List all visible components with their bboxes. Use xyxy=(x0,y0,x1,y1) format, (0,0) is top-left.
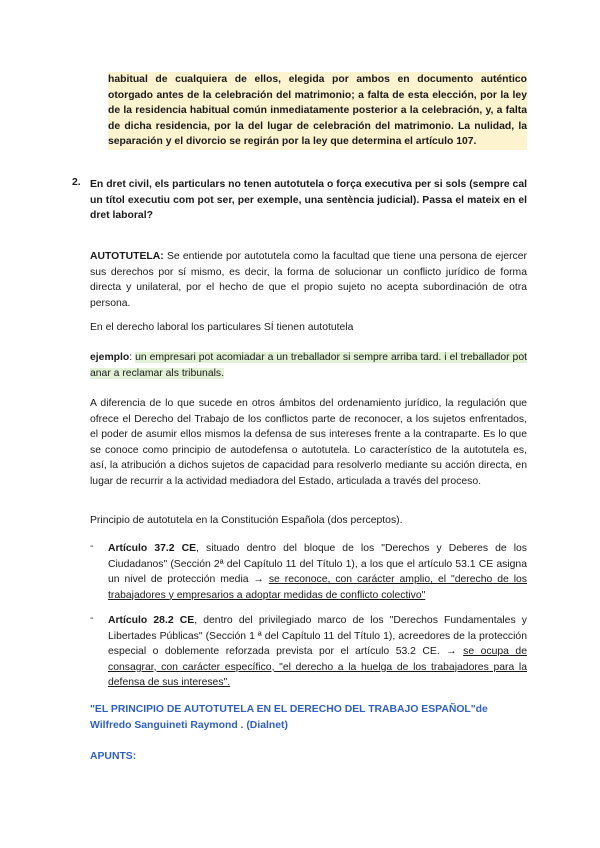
principle-heading: Principio de autotutela en la Constitución Española (dos perceptos). xyxy=(90,515,403,526)
article-2-text: , dentro del privilegiado marco de los "Derechos Fundamentales y Libertades Públicas" (Sección 1 ª del Capítulo 11 del Título 1), acreedores de la protección especial o doblemente reforzada prevista por el artículo 53.2 CE. → xyxy=(108,615,528,658)
quoted-law-block: habitual de cualquiera de ellos, elegida por ambos en documento auténtico otorgado antes de la celebración del matrimonio; a falta de esta elección, por la ley de la residencia habitual común inmediatamente posterior a la celebración, y, a falta de dicha residencia, por la del lugar de celebración del matrimonio. La nulidad, la separación y el divorcio se regirán por la ley que determina el artículo 107. xyxy=(108,72,527,150)
article-2-title: Artículo 28.2 CE xyxy=(108,615,195,626)
article-1-underlined: se reconoce, con carácter amplio, el "derecho de los trabajadores y empresarios a adoptar medidas de conflicto colectivo" xyxy=(108,574,527,601)
autotutela-definition xyxy=(90,249,527,311)
article-2-underlined: se ocupa de consagrar, con carácter específico, "el derecho a la huelga de los trabajadores para la defensa de sus intereses". xyxy=(108,646,527,689)
definition-term: AUTOTUTELA: xyxy=(90,251,164,262)
labor-statement: En el derecho laboral los particulares SÍ tienen autotutela xyxy=(90,322,354,333)
article-1-dash: - xyxy=(90,541,94,552)
example-label: ejemplo xyxy=(90,352,130,363)
article-2-dash: - xyxy=(90,613,94,624)
apunts-heading: APUNTS: xyxy=(90,751,137,762)
definition-text: Se entiende por autotutela como la facultad que tiene una persona de ejercer sus derechos por sí mismo, es decir, la forma de solucionar un conflicto jurídico de forma directa y unilateral, por el hecho de que el propio sujeto no acepta subordinación de otra persona. xyxy=(90,251,527,309)
article-1-text: , situado dentro del bloque de los "Derechos y Deberes de los Ciudadanos" (Sección 2ª del Capítulo 11 del Título 1), a los que el artículo 53.1 CE asigna un nivel de protección media → xyxy=(108,543,527,586)
example-paragraph xyxy=(90,350,527,381)
article-1-title: Artículo 37.2 CE xyxy=(108,543,197,554)
reference-title: "EL PRINCIPIO DE AUTOTUTELA EN EL DERECHO DEL TRABAJO ESPAÑOL"de Wilfredo Sanguineti Raymond . (Dialnet) xyxy=(90,704,488,731)
autodefensa-paragraph: A diferencia de lo que sucede en otros ámbitos del ordenamiento jurídico, la regulación que ofrece el Derecho del Trabajo de los conflictos parte de reconocer, a los sujetos enfrentados, el poder de asumir ellos mismos la defensa de sus intereses frente a la contraparte. Es lo que se conoce como principio de autodefensa o autotutela. Lo característico de la autotutela es, así, la atribución a dichos sujetos de capacidad para resolverlo mediante su acción directa, en lugar de recurrir a la actividad mediadora del Estado, articulada a través del proceso. xyxy=(90,398,527,487)
question-number: 2. xyxy=(72,177,81,188)
question-text: En dret civil, els particulars no tenen autotutela o força executiva per si sols (sempre cal un títol executiu com pot ser, per exemple, una sentència judicial). Passa el mateix en el dret laboral? xyxy=(90,179,527,222)
example-colon: : xyxy=(129,352,136,363)
article-37-item xyxy=(108,541,527,603)
example-text: un empresari pot acomiadar a un treballador si sempre arriba tard. i el treballador pot anar a reclamar als tribunals. xyxy=(90,352,527,379)
article-28-item xyxy=(108,613,527,691)
